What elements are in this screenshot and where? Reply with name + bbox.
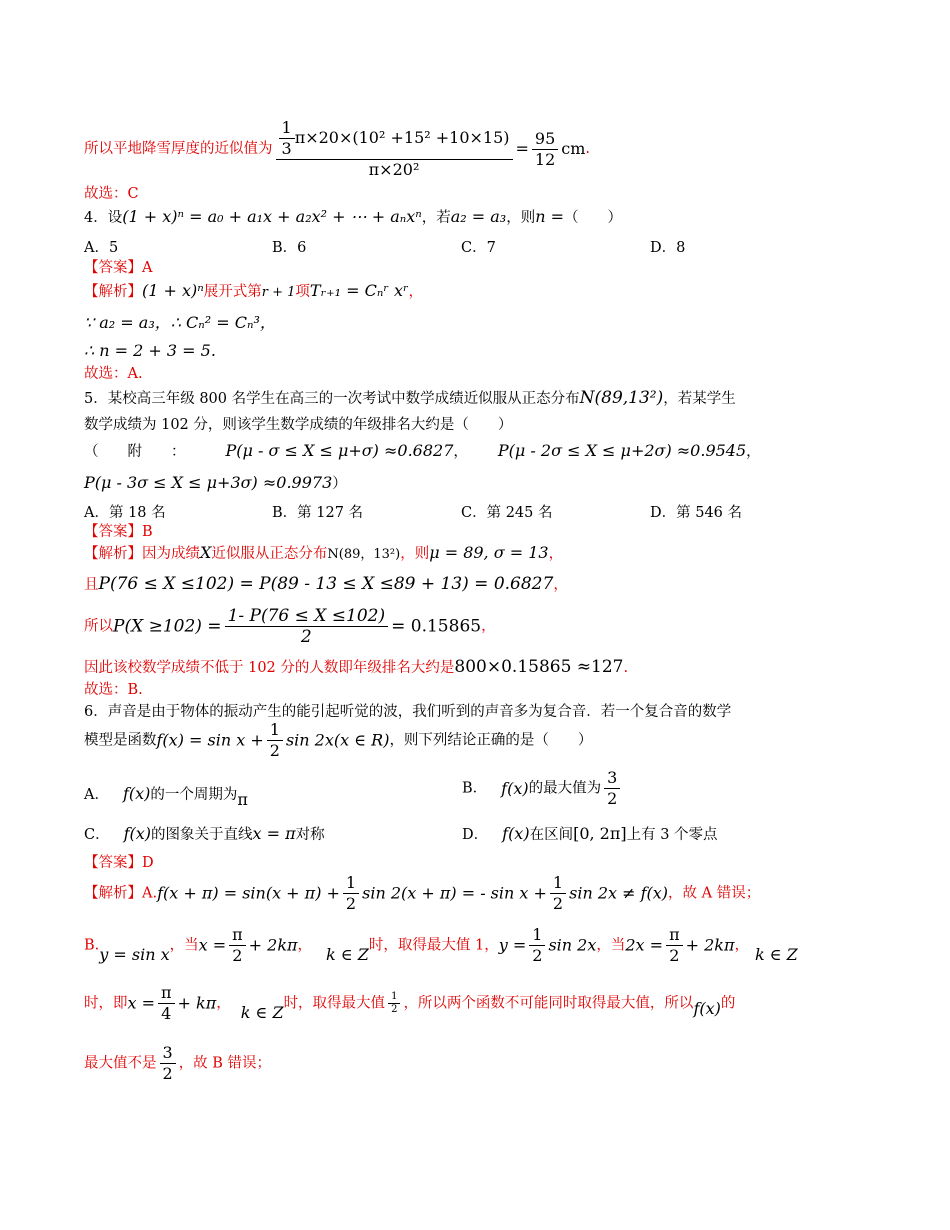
q6-sb-y2: y =	[498, 935, 527, 955]
q6-sb-sin2x: sin 2x	[548, 935, 597, 955]
q5-reference-2	[84, 473, 347, 494]
half-2-n: 1	[550, 873, 566, 894]
q5-stem1-expr: N(89,13²)	[579, 388, 664, 408]
q5-sol3-a: 所以	[84, 618, 113, 635]
q5-sol3-rhs: = 0.15865	[391, 616, 482, 637]
q5-sol2-expr: P(76 ≤ X ≤102) = P(89 - 13 ≤ X ≤89 + 13) = 0.6827	[98, 574, 554, 594]
q6-sc-a: 时，即	[84, 995, 128, 1012]
q6-stem2-half	[267, 720, 283, 761]
pi-over-4-n: π	[158, 983, 175, 1004]
q4-choose: 故选：A.	[84, 366, 143, 382]
q5-sol3-fraction	[225, 606, 389, 647]
q5-stem-1	[84, 388, 736, 409]
q6-sc-d: ，所以两个函数不可能同时取得最大值，所以	[403, 995, 694, 1012]
q3-lead: 所以平地降雪厚度的近似值为	[84, 141, 273, 157]
q4-stem-a: 4．设	[84, 210, 123, 226]
q6-sb-a: B.	[84, 937, 100, 954]
q5-choose: 故选：B.	[84, 682, 143, 698]
q6-optD-t2: 上有 3 个零点	[626, 827, 718, 843]
q6-optD-t: 在区间	[529, 827, 574, 843]
q6-solution-d	[84, 1043, 271, 1084]
q5-sol1-n: N(89，13²)	[327, 547, 401, 562]
q6-optA-v: π	[237, 790, 248, 809]
half-small	[388, 991, 400, 1016]
q6-option-a	[84, 784, 248, 809]
q6-solution-b	[84, 925, 798, 966]
q6-sb-e: ，当	[596, 937, 626, 954]
q6-option-c	[84, 824, 325, 845]
q5-sol3-den: 2	[300, 627, 312, 647]
q4-sol-text2: 项	[295, 284, 310, 300]
three-halves-n: 3	[160, 1043, 176, 1064]
q5-solution-2	[84, 574, 568, 595]
q6-stem-1: 6．声音是由于物体的振动产生的能引起听觉的波，我们听到的声音多为复合音．若一个复合音的数学	[84, 704, 732, 720]
q6-optC-lbl: C．	[84, 827, 110, 843]
q6-optD-lbl: D．	[462, 827, 489, 843]
q6-sb-kz: k ∈ Z	[326, 944, 369, 964]
half-1	[343, 873, 359, 914]
q4-option-c: C．7	[461, 240, 496, 256]
q4-solution-3: ∴ n = 2 + 3 = 5.	[84, 341, 216, 360]
q6-sa-e3: sin 2x ≠ f(x)	[569, 883, 669, 903]
half-small-d: 2	[391, 1004, 398, 1015]
q6-optD-f: f(x)	[502, 824, 530, 843]
q6-optA-f: f(x)	[122, 784, 151, 803]
q5-ref3-end: ）	[332, 476, 347, 492]
q5-answer: 【答案】B	[84, 524, 153, 540]
q6-optC-f: f(x)	[123, 824, 152, 843]
q5-sol4-a: 因此该校数学成绩不低于 102 分的人数即年级排名大约是	[84, 660, 455, 676]
q5-sol1-x: X	[200, 543, 212, 562]
q3-conclusion: 所以平地降雪厚度的近似值为 $\frac{1}{3}$ π×20×(10² +15² +10×15) π×20² = $\frac{95}{12}$ cm.	[84, 118, 591, 179]
q6-optD-i: [0, 2π]	[573, 824, 627, 843]
q5-sol1-a: 因为成绩	[142, 546, 200, 562]
q3-dot: .	[585, 141, 591, 157]
half-1-n: 1	[343, 873, 359, 894]
q5-sol3-end: ，	[481, 618, 496, 635]
q4-sol-term: Tᵣ₊₁ = Cₙʳ xʳ	[309, 281, 409, 300]
q5-ref2: P(μ - 2σ ≤ X ≤ μ+2σ) ≈0.9545	[497, 441, 747, 460]
half-3	[529, 925, 545, 966]
q5-reference-1	[84, 441, 761, 462]
q6-sb-d: 时，取得最大值 1，	[368, 937, 499, 954]
q6-sa-end: ，故 A 错误；	[668, 885, 761, 902]
q4-stem-n: n =	[535, 207, 565, 226]
q6-sa-e1: f(x + π) = sin(x + π) +	[157, 883, 340, 903]
q6-stem2-fd: 2	[269, 741, 280, 760]
q5-sol1-c: ，则	[400, 546, 430, 562]
q4-sol-r: r + 1	[261, 285, 296, 300]
q4-stem-cond: a₂ = a₃	[450, 207, 507, 226]
q6-answer: 【答案】D	[84, 855, 154, 871]
q4-option-d: D．8	[650, 240, 686, 256]
q3-fraction	[276, 118, 513, 180]
q6-stem2-a: 模型是函数	[84, 732, 157, 749]
q6-sd-b: ，故 B 错误；	[178, 1055, 272, 1072]
q6-optA-lbl: A．	[84, 787, 109, 803]
pi-over-2-b-d: 2	[669, 946, 680, 965]
q3-res-num: 95	[532, 129, 558, 150]
half-3-d: 2	[532, 946, 543, 965]
q5-sol4-end: .	[623, 660, 629, 676]
q5-option-c: C．第 245 名	[461, 505, 553, 521]
q3-choose: 故选：C	[84, 186, 139, 202]
q6-optC-t2: 对称	[295, 827, 325, 843]
q5-solution-1	[84, 543, 563, 565]
q4-sol-tag: 【解析】	[84, 284, 142, 300]
q6-sb-2x: 2x =	[625, 935, 664, 955]
q6-stem2-b: ，则下列结论正确的是（ ）	[389, 732, 593, 749]
q4-stem	[84, 207, 622, 228]
q5-ref-label: （ 附 ：	[84, 444, 186, 460]
q4-answer: 【答案】A	[84, 260, 153, 276]
q6-sa-tag: 【解析】A.	[84, 885, 158, 902]
q6-optB-f: f(x)	[501, 778, 529, 798]
q4-sol-text: 展开式第	[203, 284, 262, 300]
q6-option-d	[462, 824, 718, 845]
q6-sb-f: ，	[734, 937, 749, 954]
q5-sol2-a: 且	[84, 577, 99, 593]
q6-sc-b: ，	[216, 995, 231, 1012]
q6-optB-t: 的最大值为	[528, 780, 602, 797]
q3-unit: cm	[561, 139, 586, 158]
q5-sol1-tag: 【解析】	[84, 546, 142, 562]
q4-stem-c: ，则	[506, 210, 536, 226]
three-halves-d: 2	[162, 1064, 173, 1083]
q6-stem-2	[84, 720, 592, 761]
q4-stem-expr: (1 + x)ⁿ = a₀ + a₁x + a₂x² + ⋯ + aₙxⁿ	[122, 207, 422, 226]
q4-sol-expr: (1 + x)ⁿ	[142, 281, 204, 300]
q5-sol1-end: ，	[548, 546, 564, 562]
q6-sb-k2: + 2kπ	[685, 935, 735, 955]
q6-stem2-f: f(x) = sin x +	[156, 730, 264, 750]
half-3-n: 1	[529, 925, 545, 946]
three-halves	[160, 1043, 176, 1084]
half-small-n: 1	[388, 991, 400, 1004]
q5-stem-2: 数学成绩为 102 分，则该学生数学成绩的年级排名大约是（ ）	[84, 417, 513, 433]
q4-solution-2: ∵ a₂ = a₃，∴ Cₙ² = Cₙ³，	[84, 313, 276, 332]
q5-ref1: P(μ - σ ≤ X ≤ μ+σ) ≈0.6827	[225, 441, 454, 460]
q6-optB-lbl: B．	[462, 780, 488, 797]
q6-sa-e2: sin 2(x + π) = - sin x +	[362, 883, 547, 903]
q3-num: π×20×(10² +15² +10×15)	[294, 128, 510, 147]
q6-stem2-fn: 1	[267, 720, 283, 741]
q4-option-b: B．6	[272, 240, 307, 256]
q6-sc-kz: k ∈ Z	[240, 1002, 284, 1022]
q5-ref1-sep: ，	[453, 444, 468, 460]
q6-sd-a: 最大值不是	[84, 1055, 157, 1072]
q5-option-b: B．第 127 名	[272, 505, 364, 521]
q4-stem-blank: （ ）	[564, 210, 623, 226]
pi-over-4-d: 4	[161, 1004, 172, 1023]
q6-optB-frac	[604, 768, 620, 809]
pi-over-2-a-n: π	[229, 925, 246, 946]
q5-stem1-end: ，若某学生	[663, 391, 736, 407]
q4-stem-b: ，若	[421, 210, 451, 226]
half-2	[550, 873, 566, 914]
q3-result	[532, 129, 558, 170]
q5-ref3: P(μ - 3σ ≤ X ≤ μ+3σ) ≈0.9973	[84, 473, 333, 492]
q6-option-b	[462, 768, 623, 809]
q6-sc-c: 时，取得最大值	[283, 995, 386, 1012]
q6-optB-n: 3	[604, 768, 620, 789]
q4-sol-end: ，	[408, 284, 424, 300]
pi-over-2-a	[229, 925, 246, 966]
q6-sb-k: + 2kπ	[248, 935, 298, 955]
q5-sol2-end: ，	[553, 577, 568, 593]
third: $\frac{1}{3}$	[279, 118, 295, 159]
pi-over-4	[158, 983, 175, 1024]
q5-sol1-b: 近似服从正态分布	[211, 546, 328, 562]
q6-sb-kz2: k ∈ Z	[754, 944, 798, 964]
q5-sol1-params: μ = 89, σ = 13	[429, 543, 549, 562]
q6-sc-k: + kπ	[177, 993, 217, 1013]
q6-optC-x: x = π	[252, 824, 296, 843]
pi-over-2-a-d: 2	[232, 946, 243, 965]
q5-stem1-text: 5．某校高三年级 800 名学生在高三的一次考试中数学成绩近似服从正态分布	[84, 391, 580, 407]
half-1-d: 2	[345, 894, 357, 913]
q5-sol3-num: 1- P(76 ≤ X ≤102)	[225, 606, 389, 627]
q5-option-a: A．第 18 名	[84, 505, 166, 521]
q5-ref2-sep: ，	[746, 444, 761, 460]
q6-sc-f: f(x)	[693, 998, 721, 1018]
q5-option-d: D．第 546 名	[650, 505, 743, 521]
q3-res-den: 12	[534, 149, 556, 169]
q3-den: π×20²	[368, 160, 420, 179]
q6-sb-b: ，当	[169, 937, 199, 954]
q4-solution-1	[84, 281, 423, 303]
half-2-d: 2	[552, 894, 564, 913]
q6-sb-y: y = sin x	[99, 944, 170, 964]
q6-solution-c	[84, 983, 735, 1024]
q6-sb-c: ，	[297, 937, 313, 954]
q6-optB-d: 2	[607, 789, 618, 808]
q6-optC-t: 的图象关于直线	[151, 827, 253, 843]
pi-over-2-b-n: π	[666, 925, 683, 946]
q6-solution-a	[84, 873, 760, 914]
q6-optA-t: 的一个周期为	[150, 787, 238, 803]
q6-sc-e: 的	[720, 995, 736, 1012]
pi-over-2-b	[666, 925, 683, 966]
q6-stem2-f2: sin 2x(x ∈ R)	[285, 730, 390, 750]
q5-solution-4	[84, 657, 628, 678]
q5-sol4-expr: 800×0.15865 ≈127	[454, 657, 624, 677]
q5-solution-3	[84, 606, 496, 647]
q6-sc-x: x =	[127, 993, 156, 1013]
q6-sb-x: x =	[198, 935, 227, 955]
q5-sol3-lhs: P(X ≥102) =	[113, 616, 222, 637]
q4-option-a: A．5	[84, 240, 119, 256]
